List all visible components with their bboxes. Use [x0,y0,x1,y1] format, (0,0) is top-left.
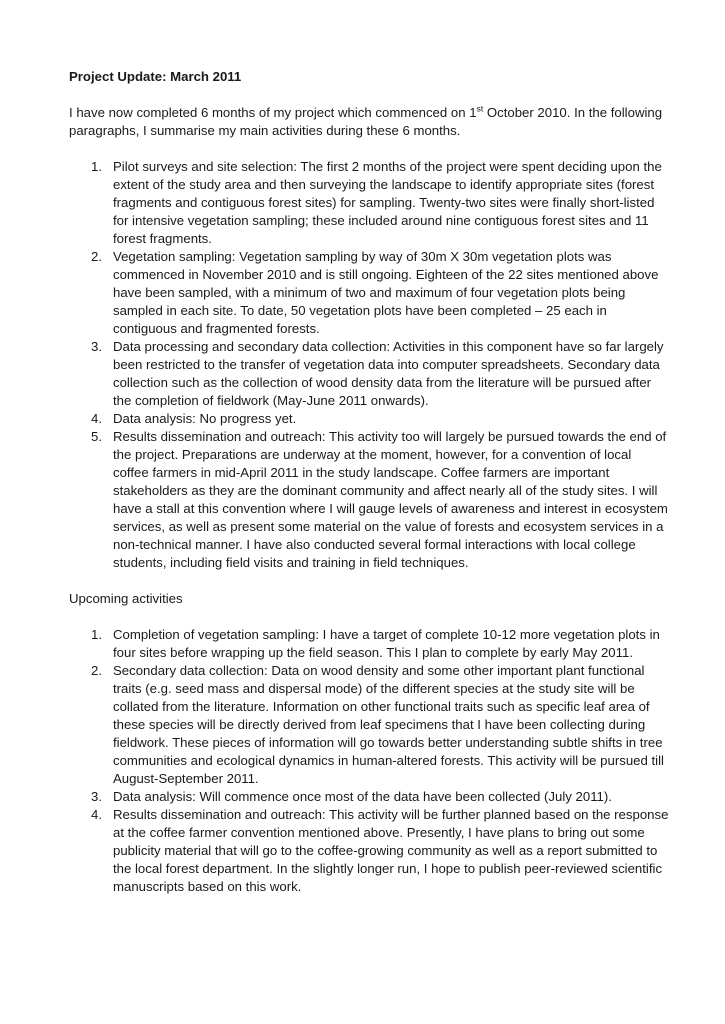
item-number: 3. [91,789,102,804]
item-number: 5. [91,429,102,444]
item-text: Results dissemination and outreach: This activity will be further planned based on the response at the coffee farmer convention mentioned above. Presently, I have plans to bring out some publicity material that will go to the coffee-growing community as well as a report submitted to the local forest department. In the slightly longer run, I hope to publish peer-reviewed scientific manuscripts based on this work. [113,807,669,894]
list-item [69,662,669,788]
document-title: Project Update: March 2011 [69,69,242,84]
item-number: 2. [91,249,102,264]
upcoming-list [69,626,669,896]
intro-text-end: October 2010. In the following paragraphs, I summarise my main activities during these 6 months. [69,105,663,138]
item-number: 1. [91,627,102,642]
item-number: 2. [91,663,102,678]
item-text: Completion of vegetation sampling: I have a target of complete 10-12 more vegetation plots in four sites before wrapping up the field season. This I plan to complete by early May 2011. [113,627,660,660]
list-item [69,428,669,572]
item-number: 3. [91,339,102,354]
ordinal-suffix: st [476,103,484,114]
list-item [69,806,669,896]
item-text: Secondary data collection: Data on wood density and some other important plant functional traits (e.g. seed mass and dispersal mode) of the different species at the study site will be collated from the literature. Information on other functional traits such as specific leaf area of these species will be directly derived from leaf specimens that I have been collecting during fieldwork. These pieces of information will go towards better understanding subtle shifts in tree communities and ecological dynamics in human-altered forests. This activity will be pursued till August-September 2011. [113,663,664,786]
item-number: 1. [91,159,102,174]
item-text: Data analysis: Will commence once most of the data have been collected (July 2011). [113,789,612,804]
list-item [69,338,669,410]
document-page [69,68,669,914]
intro-text-start: I have now completed 6 months of my project which commenced on 1 [69,105,477,120]
list-item [69,788,669,806]
list-item [69,248,669,338]
item-text: Data analysis: No progress yet. [113,411,297,426]
intro-paragraph [69,104,669,140]
item-text: Results dissemination and outreach: This activity too will largely be pursued towards the end of the project. Preparations are underway at the moment, however, for a convention of local coffee farmers in mid-April 2011 in the study landscape. Coffee farmers are important stakeholders as they are the dominant community and affect nearly all of the study sites. I will have a stall at this convention where I will gauge levels of awareness and interest in ecosystem services, as well as present some material on the value of forests and ecosystem services in a non-technical manner. I have also conducted several formal interactions with local college students, including field visits and training in field techniques. [113,429,668,570]
upcoming-heading: Upcoming activities [69,591,183,606]
item-number: 4. [91,411,102,426]
list-item [69,158,669,248]
item-text: Data processing and secondary data collection: Activities in this component have so far largely been restricted to the transfer of vegetation data into computer spreadsheets. Secondary data collection such as the collection of wood density data from the literature will be pursued after the completion of fieldwork (May-June 2011 onwards). [113,339,664,408]
list-item [69,410,669,428]
list-item [69,626,669,662]
activities-list [69,158,669,572]
item-number: 4. [91,807,102,822]
item-text: Vegetation sampling: Vegetation sampling by way of 30m X 30m vegetation plots was commenced in November 2010 and is still ongoing. Eighteen of the 22 sites mentioned above have been sampled, with a minimum of two and maximum of four vegetation plots being sampled in each site. To date, 50 vegetation plots have been completed – 25 each in contiguous and fragmented forests. [113,249,659,336]
item-text: Pilot surveys and site selection: The first 2 months of the project were spent deciding upon the extent of the study area and then surveying the landscape to identify appropriate sites (forest fragments and contiguous forest sites) for sampling. Twenty-two sites were finally short-listed for intensive vegetation sampling; these included around nine contiguous forest sites and 11 forest fragments. [113,159,662,246]
